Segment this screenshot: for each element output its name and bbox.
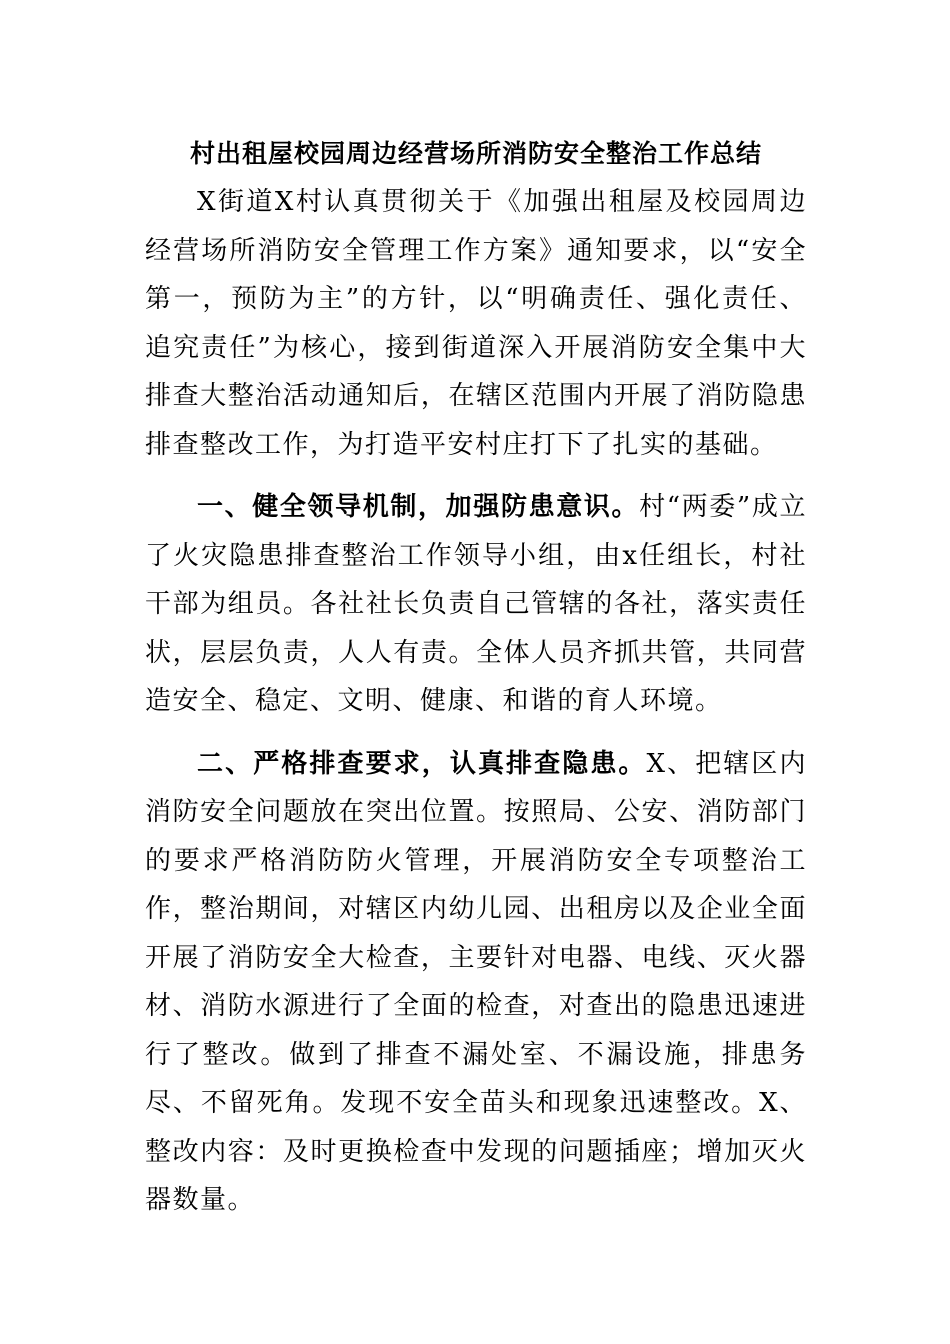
section-2-heading: 二、严格排查要求，认真排查隐患。 [197, 748, 647, 779]
section-1-heading: 一、健全领导机制，加强防患意识。 [197, 492, 640, 522]
section-2-paragraph [145, 740, 807, 1225]
document-page [145, 130, 807, 1239]
section-2-body: X、把辖区内消防安全问题放在突出位置。按照局、公安、消防部门的要求严格消防防火管理，开展消防安全专项整治工作，整治期间，对辖区内幼儿园、出租房以及企业全面开展了消防安全大检查，主要针对电器、电线、灭火器材、消防水源进行了全面的检查，对查出的隐患迅速进行了整改。做到了排查不漏处室、不漏设施，排患务尽、不留死角。发现不安全苗头和现象迅速整改。X、整改内容：及时更换检查中发现的问题插座；增加灭火器数量。 [145, 748, 807, 1215]
section-1-paragraph [145, 483, 807, 726]
document-title: 村出租屋校园周边经营场所消防安全整治工作总结 [189, 139, 762, 168]
intro-paragraph: X街道X村认真贯彻关于《加强出租屋及校园周边经营场所消防安全管理工作方案》通知要求，以“安全第一，预防为主”的方针，以“明确责任、强化责任、追究责任”为核心，接到街道深入开展消防安全集中大排查大整治活动通知后，在辖区范围内开展了消防隐患排查整改工作，为打造平安村庄打下了扎实的基础。 [145, 187, 807, 460]
section-1-body: 村“两委”成立了火灾隐患排查整治工作领导小组，由x任组长，村社干部为组员。各社社长负责自己管辖的各社，落实责任状，层层负责，人人有责。全体人员齐抓共管，共同营造安全、稳定、文明、健康、和谐的育人环境。 [145, 492, 807, 716]
